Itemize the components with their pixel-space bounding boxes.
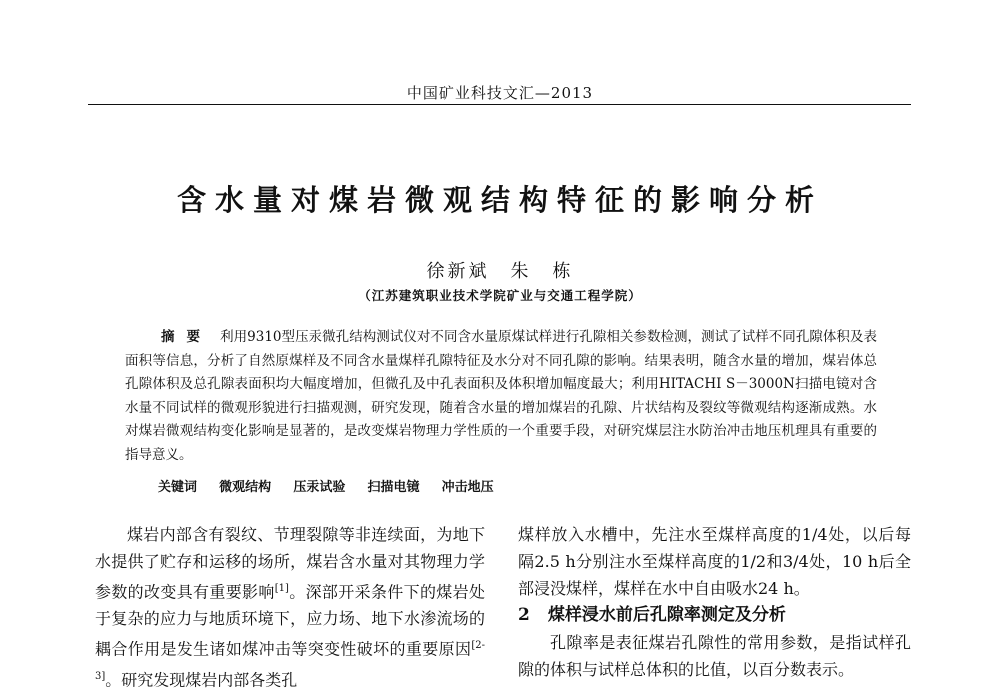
paragraph-text: 。研究发现煤岩内部各类孔 — [105, 669, 298, 689]
article-title: 含水量对煤岩微观结构特征的影响分析 — [176, 183, 823, 217]
body-paragraph: 孔隙率是表征煤岩孔隙性的常用参数，是指试样孔隙的体积与试样总体积的比值，以百分数表示。 — [518, 633, 911, 679]
paragraph-text: 。深部开采条件下的煤岩处于复杂的应力与地质环境下，应力场、地下水渗流场的耦合作用是发生诸如煤冲击等突变性破坏的重要原因 — [95, 582, 485, 659]
citation: [1] — [274, 583, 289, 594]
section-number: 2 — [518, 605, 530, 625]
body-paragraph: 煤样放入水槽中，先注水至煤样高度的1/4处，以后每隔2.5 h分别注水至煤样高度的1/2和3/4处，10 h后全部浸没煤样，煤样在水中自由吸水24 h。 — [518, 525, 911, 598]
citation: [2-3] — [95, 640, 485, 682]
keyword-item: 扫描电镜 — [367, 480, 420, 495]
keywords — [158, 476, 512, 495]
header-rule — [88, 104, 911, 105]
right-column — [518, 521, 911, 683]
section-title: 煤样浸水前后孔隙率测定及分析 — [547, 605, 786, 625]
keyword-item: 压汞试验 — [293, 480, 346, 495]
keyword-item: 冲击地压 — [441, 480, 494, 495]
left-column — [95, 521, 485, 693]
article-authors: 徐新斌 朱 栋 — [426, 261, 574, 282]
section-heading — [518, 602, 911, 629]
abstract-text: 利用9310型压汞微孔结构测试仪对不同含水量原煤试样进行孔隙相关参数检测，测试了试样不同孔隙体积及表面积等信息，分析了自然原煤样及不同含水量煤样孔隙特征及水分对不同孔隙的影响。结果表明，随含水量的增加，煤岩体总孔隙体积及总孔隙表面积均大幅度增加，但微孔及中孔表面积及体积增加幅度最大；利用HITACHI S－3000N扫描电镜对含水量不同试样的微观形貌进行扫描观测，研究发现，随着含水量的增加煤岩的孔隙、片状结构及裂纹等微观结构逐渐成熟。水对煤岩微观结构变化影响是显著的，是改变煤岩物理力学性质的一个重要手段，对研究煤层注水防治冲击地压机理具有重要的指导意义。 — [125, 329, 878, 463]
keyword-item: 微观结构 — [219, 480, 272, 495]
running-header: 中国矿业科技文汇—2013 — [406, 84, 594, 102]
article-affiliation: （江苏建筑职业技术学院矿业与交通工程学院） — [358, 288, 642, 303]
body-paragraph — [95, 521, 485, 693]
paragraph-text: 煤岩内部含有裂纹、节理裂隙等非连续面，为地下水提供了贮存和运移的场所，煤岩含水量对其物理力学参数的改变具有重要影响 — [95, 525, 485, 602]
keywords-label: 关键词 — [158, 480, 198, 495]
abstract-label: 摘要 — [161, 329, 213, 345]
abstract — [125, 326, 877, 467]
